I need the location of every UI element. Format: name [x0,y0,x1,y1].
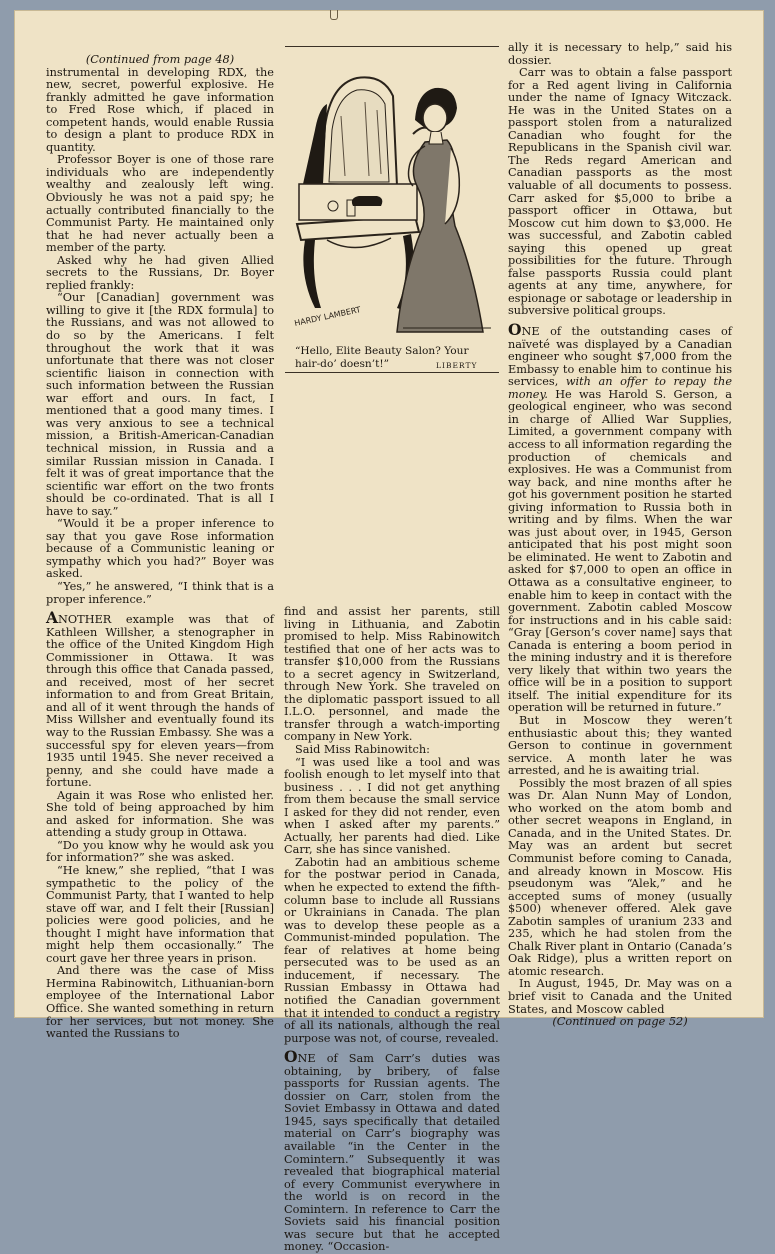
paragraph: Professor Boyer is one of those rare individuals who are independently wealthy and zealously left wing. Obviously he was not a paid spy; he actually contributed financially to the Communist Party. He maintained only that he had never actually been a member of the party. [46,153,274,255]
paragraph-text: He was Harold S. Gerson, a geological engineer, who was second in charge of Allied War Supplies, Limited, a government company with access to all information regarding the production of chemicals and explosives. He was a Communist from way back, and nine months after he got his government position he started giving information to Russia both in writing and by films. When the war was just about over, in 1945, Gerson anticipated that his post might soon be eliminated. He went to Zabotin and asked for $7,000 to open an office in Ottawa as a consultative engineer, to enable him to keep in contact with the government. Zabotin cabled Moscow for instructions and in his cable said: “Gray [Gerson’s cover name] says that Canada is entering a boom period in the mining industry and it is therefore very likely that within two years the office will be in a position to support itself. The initial expenditure for its operation will be returned in future.” [508,387,732,715]
cartoon-credit: LIBERTY [436,361,478,370]
paragraph: Again it was Rose who enlisted her. She told of being approached by him and asked for information. She was attending a study group in Ottawa. [46,788,274,840]
paragraph-text: NE of the outstanding cases of naïveté was displayed by a Canadian engineer who sought $7,000 from the Embassy to enable him to continue his services, [508,325,732,389]
paragraph [284,1047,500,1254]
paragraph-text: NOTHER example was that of Kathleen Willsher, a stenographer in the office of the United Kingdom High Commissioner in Ottawa. It was through this office that Canada passed, and received, most of her secret information to and from Great Britain, and all of it went through the hands of Miss Willsher and eventually found its way to the Russian Embassy. She was a successful spy for eleven years—from 1935 until 1945. She never received a penny, and she could have made a fortune. [46,613,274,790]
cartoon-illustration [285,56,499,340]
continued-on: (Continued on page 52) [552,1015,688,1029]
paragraph: Said Miss Rabinowitch: [295,743,430,757]
paragraph: “I was used like a tool and was foolish enough to let myself into that business . . . I did not get anything from them because the small service I asked for they did not render, even when I asked after my parents.” Actually, her parents had died. Like Carr, she has since vanished. [284,755,500,857]
drop-cap: O [284,1047,298,1067]
cartoon-signature: HARDY LAMBERT [293,305,362,328]
paragraph: But in Moscow they weren’t enthusiastic about this; they wanted Gerson to continue in government service. A month later he was arrested, and he is awaiting trial. [508,713,732,778]
continued-from: (Continued from page 48) [85,53,235,66]
paragraph: In August, 1945, Dr. May was on a brief visit to Canada and the United States, and Moscow cabled [508,977,732,1016]
drop-cap: A [46,608,59,628]
column-middle [284,606,500,1254]
paragraph: Carr was to obtain a false passport for a Red agent living in California under the name of Ignacy Witczack. He was in the United States on a passport stolen from a naturalized Canadian who fought for the Republicans in the Spanish civil war. The Reds regard American and Canadian passports as the most valuable of all documents to possess. Carr asked for $5,000 to bribe a passport officer in Ottawa, but Moscow cut him down to $3,000. He was successful, and Zabotin cabled saying this opened up great possibilities for the future. Through false passports Russia could plant agents at any time, anywhere, for espionage or sabotage or leadership in subversive political groups. [508,66,732,318]
paragraph: “Would it be a proper inference to say that you gave Rose information because of a Communistic leaning or sympathy which you had?” Boyer was asked. [46,517,274,581]
paragraph-text: NE of Sam Carr’s duties was obtaining, by bribery, of false passports for Russian agents. The dossier on Carr, stolen from the Soviet Embassy in Ottawa and dated 1945, says specifically that detailed material on Carr’s biography was available “in the Center in the Comintern.” Subsequently it was revealed that biographical material of every Communist everywhere in the world is on record in the Comintern. In reference to Carr the Soviets said his financial position was secure but that he accepted money. “Occasion- [284,1052,500,1254]
cartoon-caption: “Hello, Elite Beauty Salon? Your hair-do’ doesn’t!” [295,345,469,370]
column-left [46,54,274,1041]
paragraph: Asked why he had given Allied secrets to the Russians, Dr. Boyer replied frankly: [46,253,274,292]
paragraph: instrumental in developing RDX, the new, secret, powerful explosive. He frankly admitted he gave information to Fred Rose which, if placed in competent hands, would enable Russia to design a plant to produce RDX in quantity. [46,65,274,154]
paragraph: Zabotin had an ambitious scheme for the postwar period in Canada, when he expected to extend the fifth-column base to include all Russians or Ukrainians in Canada. The plan was to develop these people as a Communist-minded population. The fear of relatives at home being persecuted was to be used as an inducement, if necessary. The Russian Embassy in Ottawa had notified the Canadian government that it intended to conduct a registry of all its nationals, although the real purpose was not, of course, revealed. [284,855,500,1045]
paragraph: Possibly the most brazen of all spies was Dr. Alan Nunn May of London, who worked on the atom bomb and other secret weapons in England, in Canada, and in the United States. Dr. May was an ardent but secret Communist before coming to Canada, and already known in Moscow. His pseudonym was “Alek,” and he accepted sums of money (usually $500) whenever offered. Alek gave Zabotin samples of uranium 233 and 235, which he had stolen from the Chalk River plant in Ontario (Canada’s Oak Ridge), plus a written report on atomic research. [508,776,732,978]
cartoon-rule-top [285,46,499,47]
paragraph: find and assist her parents, still living in Lithuania, and Zabotin promised to help. Miss Rabinowitch testified that one of her acts was to transfer $10,000 from the Russians to a secret agency in Switzerland, through New York. She traveled on the diplomatic passport issued to all I.L.O. personnel, and made the transfer through a watch-importing company in New York. [284,605,500,744]
staple-hook [330,10,338,20]
emphasis-text: with an offer to repay the money. [508,375,732,401]
magazine-page [14,10,764,1254]
paragraph: And there was the case of Miss Hermina Rabinowitch, Lithuanian-born employee of the International Labor Office. She wanted something in return for her services, but not money. She wanted the Russians to [46,964,274,1041]
paragraph: “Yes,” he answered, “I think that is a proper inference.” [46,579,274,606]
paragraph [46,608,274,790]
cartoon-rule-bottom [285,372,499,373]
column-right [508,42,732,1029]
paragraph: ally it is necessary to help,” said his dossier. [508,41,732,67]
paragraph: “Our [Canadian] government was willing to give it [the RDX formula] to the Russians, and was not allowed to do so by the Americans. I felt throughout the work that it was unfortunate that there was not closer scientific liaison in connection with such information between the Russian war effort and ours. In fact, I mentioned that a good many times. I was very anxious to see a technical mission, a British-American-Canadian technical mission, in Russia and a similar Russian mission in Canada. I felt it was of great importance that the scientific war effort on the two fronts should be co-ordinated. That is all I have to say.” [46,291,274,518]
paragraph: “He knew,” she replied, “that I was sympathetic to the policy of the Communist Party, that I wanted to help stave off war, and I felt their [Russian] policies were good policies, and he thought I might have information that might help them occasionally.” The court gave her three years in prison. [46,864,274,965]
paragraph [508,320,732,715]
drop-cap: O [508,320,522,340]
paragraph: “Do you know why he would ask you for information?” she was asked. [46,838,274,865]
